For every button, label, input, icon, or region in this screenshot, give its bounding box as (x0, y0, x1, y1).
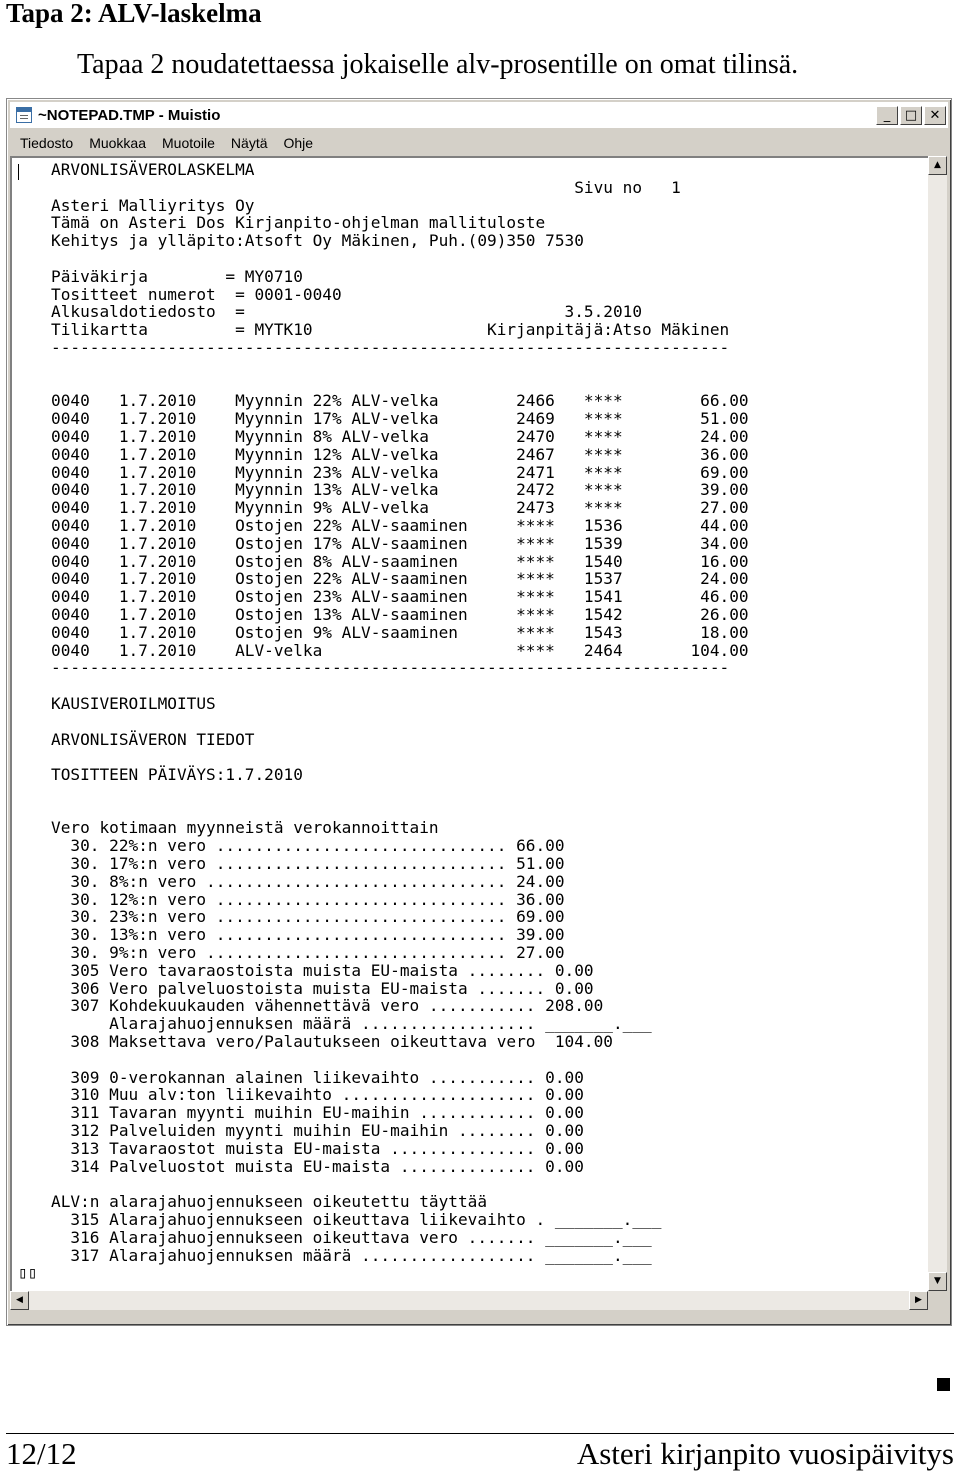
bullet-square-icon (937, 1378, 950, 1391)
text-area[interactable] (10, 156, 928, 1291)
report-line: ALV:n alarajahuojennukseen oikeutettu täyttää (51, 1192, 488, 1212)
document-subtitle: Tapaa 2 noudatettaessa jokaiselle alv-prosentille on omat tilinsä. (77, 49, 799, 80)
report-line: ARVONLISÄVERON TIEDOT (51, 729, 255, 749)
report-line (51, 1051, 749, 1069)
report-line: 0040 1.7.2010 ALV-velka **** 2464 104.00 (51, 640, 749, 660)
menu-tiedosto[interactable]: Tiedosto (20, 135, 74, 151)
report-line: 0040 1.7.2010 Myynnin 23% ALV-velka 2471 **** 69.00 (51, 462, 749, 482)
report-line: 317 Alarajahuojennuksen määrä .................. _______.___ (51, 1245, 652, 1265)
report-line: 0040 1.7.2010 Ostojen 9% ALV-saaminen **** 1543 18.00 (51, 622, 749, 642)
report-line: 309 0-verokannan alainen liikevaihto ........... 0.00 (51, 1067, 584, 1087)
report-line: 0040 1.7.2010 Myynnin 8% ALV-velka 2470 **** 24.00 (51, 426, 749, 446)
page-number: 12/12 (6, 1436, 77, 1471)
minimize-button[interactable]: _ (876, 106, 898, 125)
report-line (51, 250, 749, 268)
report-line (51, 713, 749, 731)
report-line (51, 357, 749, 375)
report-line: 30. 13%:n vero .............................. 39.00 (51, 925, 565, 945)
menu-nayta[interactable]: Näytä (230, 135, 268, 151)
window-controls (876, 106, 946, 125)
report-line: Tilikartta = MYTK10 Kirjanpitäjä:Atso Mäkinen (51, 320, 730, 340)
report-line (51, 784, 749, 802)
report-line: 0040 1.7.2010 Ostojen 17% ALV-saaminen **** 1539 34.00 (51, 533, 749, 553)
report-line (51, 1175, 749, 1193)
report-line: 0040 1.7.2010 Myynnin 12% ALV-velka 2467 **** 36.00 (51, 444, 749, 464)
report-line: 0040 1.7.2010 Myynnin 22% ALV-velka 2466 **** 66.00 (51, 391, 749, 411)
menu-muokkaa[interactable]: Muokkaa (89, 135, 146, 151)
report-line: TOSITTEEN PÄIVÄYS:1.7.2010 (51, 765, 303, 785)
report-line: 30. 12%:n vero .............................. 36.00 (51, 889, 565, 909)
report-line: 30. 17%:n vero .............................. 51.00 (51, 854, 565, 874)
report-line: 308 Maksettava vero/Palautukseen oikeuttava vero 104.00 (51, 1032, 613, 1052)
report-line: 311 Tavaran myynti muihin EU-maihin ............ 0.00 (51, 1103, 584, 1123)
window-title: ~NOTEPAD.TMP - Muistio (38, 106, 221, 124)
report-line: 0040 1.7.2010 Ostojen 23% ALV-saaminen **** 1541 46.00 (51, 587, 749, 607)
report-line: 314 Palveluostot muista EU-maista .............. 0.00 (51, 1156, 584, 1176)
report-line: 310 Muu alv:ton liikevaihto .................... 0.00 (51, 1085, 584, 1105)
close-button[interactable]: ✕ (924, 106, 946, 125)
report-line: ---------------------------------------------------------------------- (51, 658, 730, 678)
report-line: 30. 23%:n vero .............................. 69.00 (51, 907, 565, 927)
report-line: 307 Kohdekuukauden vähennettävä vero ........... 208.00 (51, 996, 604, 1016)
report-line: 30. 9%:n vero ............................... 27.00 (51, 943, 565, 963)
menu-muotoile[interactable]: Muotoile (162, 135, 215, 151)
size-grip[interactable] (928, 1291, 947, 1310)
horizontal-scrollbar[interactable] (10, 1291, 928, 1310)
report-line: Kehitys ja ylläpito:Atsoft Oy Mäkinen, Puh.(09)350 7530 (51, 231, 584, 251)
report-line: 0040 1.7.2010 Ostojen 22% ALV-saaminen **** 1536 44.00 (51, 515, 749, 535)
report-line: 0040 1.7.2010 Myynnin 17% ALV-velka 2469 **** 51.00 (51, 409, 749, 429)
report-line: Tämä on Asteri Dos Kirjanpito-ohjelman mallituloste (51, 213, 546, 233)
report-line: 315 Alarajahuojennukseen oikeuttava liikevaihto . _______.___ (51, 1210, 662, 1230)
report-text (18, 160, 749, 1283)
scroll-up-icon[interactable]: ▲ (928, 156, 947, 175)
report-line: 306 Vero palveluostoista muista EU-maista ....... 0.00 (51, 978, 594, 998)
report-line: 312 Palveluiden myynti muihin EU-maihin ........ 0.00 (51, 1121, 584, 1141)
report-line: Alkusaldotiedosto = 3.5.2010 (51, 302, 643, 322)
report-line: KAUSIVEROILMOITUS (51, 693, 216, 713)
report-line: 0040 1.7.2010 Myynnin 9% ALV-velka 2473 **** 27.00 (51, 498, 749, 518)
report-line: 0040 1.7.2010 Ostojen 22% ALV-saaminen **** 1537 24.00 (51, 569, 749, 589)
report-line (51, 748, 749, 766)
report-line: 0040 1.7.2010 Ostojen 8% ALV-saaminen **** 1540 16.00 (51, 551, 749, 571)
end-marks: ▯▯ (18, 1263, 38, 1283)
document-title: Tapa 2: ALV-laskelma (6, 0, 262, 28)
scroll-right-icon[interactable]: ▶ (909, 1291, 928, 1310)
maximize-button[interactable]: □ (900, 106, 922, 125)
menu-ohje[interactable]: Ohje (283, 135, 314, 151)
vertical-scrollbar[interactable] (928, 156, 947, 1291)
notepad-window (6, 98, 952, 1326)
report-line: Päiväkirja = MY0710 (51, 266, 303, 286)
menu-bar (10, 132, 948, 154)
report-line (51, 677, 749, 695)
report-line: Tositteet numerot = 0001-0040 (51, 284, 342, 304)
report-line: ARVONLISÄVEROLASKELMA (51, 160, 255, 179)
report-line: 30. 22%:n vero .............................. 66.00 (51, 836, 565, 856)
report-line: Alarajahuojennuksen määrä .................. _______.___ (51, 1014, 652, 1034)
report-line: 316 Alarajahuojennukseen oikeuttava vero ....... _______.___ (51, 1227, 652, 1247)
report-line: Vero kotimaan myynneistä verokannoittain (51, 818, 439, 838)
report-line: 0040 1.7.2010 Myynnin 13% ALV-velka 2472 **** 39.00 (51, 480, 749, 500)
scroll-left-icon[interactable]: ◀ (10, 1291, 29, 1310)
report-line: 313 Tavaraostot muista EU-maista ............... 0.00 (51, 1138, 584, 1158)
text-caret (18, 164, 19, 180)
footer-product: Asteri kirjanpito vuosipäivitys (576, 1436, 954, 1471)
notepad-icon (16, 107, 32, 123)
scroll-down-icon[interactable]: ▼ (928, 1272, 947, 1291)
report-line: 305 Vero tavaraostoista muista EU-maista ........ 0.00 (51, 960, 594, 980)
report-line: 0040 1.7.2010 Ostojen 13% ALV-saaminen **** 1542 26.00 (51, 604, 749, 624)
report-line: Sivu no 1 (51, 177, 681, 197)
report-line (51, 802, 749, 820)
report-line: 30. 8%:n vero ............................... 24.00 (51, 871, 565, 891)
report-line: ---------------------------------------------------------------------- (51, 337, 730, 357)
title-bar[interactable] (10, 102, 948, 128)
footer-rule (6, 1433, 954, 1434)
report-line: Asteri Malliyritys Oy (51, 195, 255, 215)
report-line (51, 375, 749, 393)
